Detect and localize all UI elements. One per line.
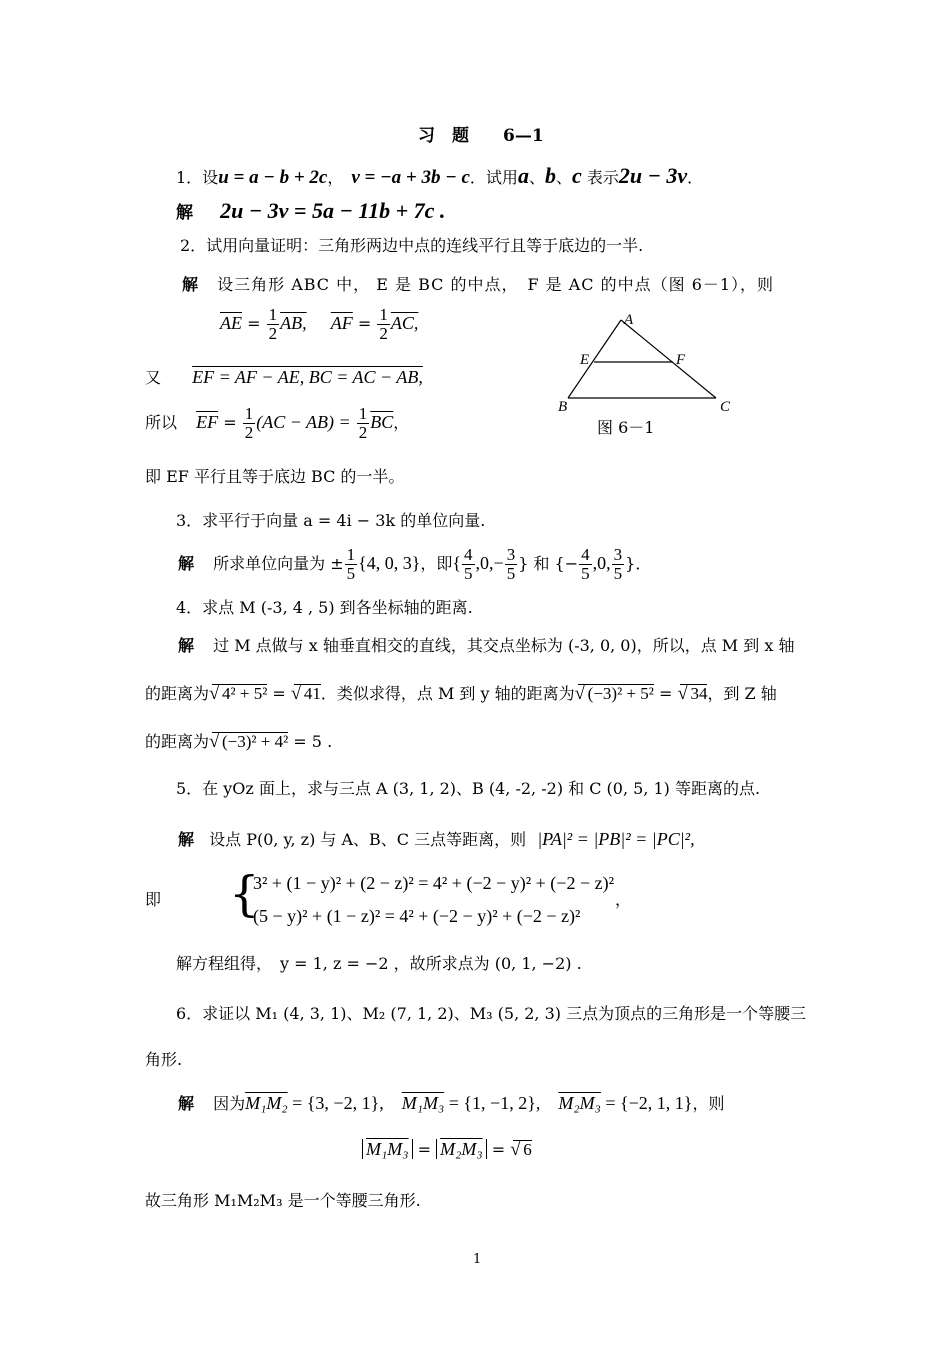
problem-1-number: 1．设 xyxy=(176,168,219,187)
problem-6-line1: 6．求证以 M₁ (4, 3, 1)、M₂ (7, 1, 2)、M₃ (5, 2, 3) 三点为顶点的三角形是一个等腰三 xyxy=(176,1004,807,1023)
vector-m1m2: M₁M₂ xyxy=(245,1093,288,1113)
expr-u: u = a − b + 2c xyxy=(218,167,328,188)
text: 所求单位向量为 ± xyxy=(213,553,344,573)
fraction-3-5 xyxy=(612,546,625,583)
fraction-4-5 xyxy=(579,546,592,583)
vector-value: = {1, −1, 2}, xyxy=(444,1093,559,1113)
page-number: 1 xyxy=(473,1252,482,1267)
vector-value: = {3, −2, 1}, xyxy=(287,1093,402,1113)
solution-2-line3 xyxy=(145,405,409,442)
label-a: A xyxy=(624,312,634,328)
problem-5: 5．在 yOz 面上，求与三点 A (3, 1, 2)、B (4, -2, -2) 和 C (0, 5, 1) 等距离的点. xyxy=(176,779,761,798)
solution-2-line2 xyxy=(145,367,423,389)
problem-1 xyxy=(176,163,703,190)
solution-5-intro xyxy=(178,829,695,851)
text: ，则 xyxy=(692,1094,725,1113)
solution-6-equality xyxy=(362,1139,532,1161)
vector-m2m3: M₂M₃ xyxy=(558,1093,601,1113)
text: = 5 . xyxy=(288,732,333,751)
denominator: 5 xyxy=(613,563,623,583)
text: 表示 xyxy=(581,168,619,187)
sqrt-expr: √ 34 xyxy=(680,684,707,704)
text: ．类似求得，点 M 到 y 轴的距离为 xyxy=(320,684,575,703)
numerator: 4 xyxy=(581,545,590,564)
denominator: 5 xyxy=(346,563,356,583)
solution-3 xyxy=(178,546,651,583)
solution-2-intro xyxy=(182,275,774,294)
fraction-3-5 xyxy=(505,546,518,583)
denominator: 5 xyxy=(464,563,473,583)
vector-set: {4, 0, 3} xyxy=(358,552,421,573)
text: ，到 Z 轴 xyxy=(707,684,777,703)
page-title: 习 题 6—1 xyxy=(418,126,544,146)
sqrt-expr: √ 4² + 5² xyxy=(212,684,267,704)
fraction-4-5 xyxy=(462,546,475,583)
vector-ac: AC, xyxy=(390,312,419,333)
sqrt-expr: √ (−3)² + 4² xyxy=(212,732,288,752)
text: ， xyxy=(393,412,410,432)
label-c: C xyxy=(720,399,731,415)
solution-label: 解 xyxy=(178,636,195,655)
numerator: 1 xyxy=(244,404,254,423)
magnitude-m1m3: M₁M₃ xyxy=(362,1139,413,1159)
problem-3: 3．求平行于向量 a = 4i − 3k 的单位向量. xyxy=(176,511,486,530)
vector-ae: $\overline{AE}$ xyxy=(220,312,242,333)
vector-ab: AB, xyxy=(280,312,307,333)
label-e: E xyxy=(580,352,590,368)
equals: = xyxy=(357,313,372,333)
vector-ef: $\overline{EF}$ xyxy=(196,411,219,432)
magnitude-m2m3: M₂M₃ xyxy=(436,1139,487,1159)
text: ． xyxy=(687,168,704,187)
solution-label: 解 xyxy=(182,275,199,294)
solution-2-conclusion: 即 EF 平行且等于底边 BC 的一半。 xyxy=(145,467,405,486)
equals: = xyxy=(223,412,237,432)
text: } 和 {− xyxy=(518,553,579,573)
numerator: 1 xyxy=(268,305,278,324)
solution-5-result: 解方程组得， y = 1, z = −2 ，故所求点为 (0, 1, −2) . xyxy=(176,954,582,973)
fraction-half xyxy=(243,405,256,442)
equation-b: (5 − y)² + (1 − z)² = 4² + (−2 − y)² + (−2 − z)² xyxy=(253,906,581,926)
text: ，即 xyxy=(420,553,453,573)
solution-6 xyxy=(178,1093,724,1115)
denominator: 2 xyxy=(358,422,368,442)
numerator: 3 xyxy=(613,545,623,564)
vector-bc: $\overline{BC}$ xyxy=(370,411,394,432)
side-ab xyxy=(568,320,621,398)
denominator: 2 xyxy=(244,422,254,442)
label-b: B xyxy=(558,399,568,415)
expr-v: v = −a + 3b − c xyxy=(351,167,470,188)
numerator: 1 xyxy=(346,545,356,564)
var-c: c xyxy=(571,163,582,188)
sqrt-expr: √ (−3)² + 5² xyxy=(578,684,654,704)
solution-label: 解 xyxy=(178,830,195,849)
separator: ， xyxy=(327,168,352,187)
fraction-half xyxy=(377,306,390,343)
vector-m1m3: M₁M₃ xyxy=(401,1093,445,1113)
vector-value: = {−2, 1, 1} xyxy=(600,1093,693,1113)
text: 的距离为 xyxy=(145,732,210,751)
fraction-half xyxy=(267,306,280,343)
problem-2: 2．试用向量证明：三角形两边中点的连线平行且等于底边的一半. xyxy=(180,236,644,255)
solution-4-line1 xyxy=(178,636,794,655)
solution-1-expr: 2u − 3v = 5a − 11b + 7c . xyxy=(220,198,446,223)
problem-6-line2: 角形. xyxy=(145,1050,183,1069)
text: 过 M 点做与 x 轴垂直相交的直线，其交点坐标为 (-3, 0, 0)，所以，点 M 到 x 轴 xyxy=(213,636,795,655)
vector-eq: EF = AF − AE, BC = AC − AB, xyxy=(192,367,423,387)
numerator: 1 xyxy=(358,404,368,423)
separator: ,0, xyxy=(592,552,611,573)
label-f: F xyxy=(676,352,686,368)
text: 的距离为 xyxy=(145,684,210,703)
separator: ,0,− xyxy=(475,552,504,573)
vector-af: $\overline{AF}$ xyxy=(330,312,353,333)
solution-label: 解 xyxy=(178,1094,195,1113)
var-a: a xyxy=(517,163,529,188)
text: 、 xyxy=(528,168,545,187)
denominator: 5 xyxy=(506,563,516,583)
equals: = xyxy=(486,1140,511,1159)
equals: = xyxy=(653,684,678,703)
equation-a: 3² + (1 − y)² + (2 − z)² = 4² + (−2 − y)² + (−2 − z)² xyxy=(253,873,614,893)
text: 、 xyxy=(555,168,572,187)
text-ji: 即 xyxy=(145,890,162,909)
text: }． xyxy=(625,553,652,573)
solution-6-conclusion: 故三角形 M₁M₂M₃ 是一个等腰三角形. xyxy=(145,1191,421,1210)
brace: { xyxy=(452,552,462,573)
denominator: 5 xyxy=(581,563,590,583)
figure-caption: 图 6－1 xyxy=(597,418,655,437)
solution-label: 解 xyxy=(178,553,195,573)
text-you: 又 xyxy=(145,368,162,387)
equation-comma: ， xyxy=(615,890,632,909)
equals: = xyxy=(412,1140,437,1159)
var-b: b xyxy=(544,163,556,188)
text: ．试用 xyxy=(469,168,518,187)
equation-system-brace: { xyxy=(229,866,260,922)
numerator: 4 xyxy=(464,545,473,564)
denominator: 2 xyxy=(379,323,388,343)
distance-equation: |PA|² = |PB|² = |PC|², xyxy=(537,829,695,849)
sqrt-expr: √ 41 xyxy=(294,684,321,704)
solution-4-line2 xyxy=(145,684,777,704)
solution-2-line1 xyxy=(220,306,418,343)
solution-2-text: 设三角形 ABC 中， E 是 BC 的中点， F 是 AC 的中点（图 6－1），则 xyxy=(217,275,775,294)
text: 因为 xyxy=(213,1094,246,1113)
equals: = xyxy=(247,313,261,333)
denominator: 2 xyxy=(268,323,278,343)
sqrt-expr: √ 6 xyxy=(513,1140,532,1160)
solution-4-line3 xyxy=(145,732,332,752)
solution-1 xyxy=(176,198,445,224)
equals: = xyxy=(267,684,291,703)
problem-4: 4．求点 M (-3, 4 , 5) 到各坐标轴的距离. xyxy=(176,598,473,617)
side-ac xyxy=(621,320,716,398)
expr-2u-3v: 2u − 3v xyxy=(618,163,688,188)
fraction-half xyxy=(357,405,370,442)
text-suoyi: 所以 xyxy=(145,412,178,432)
solution-label: 解 xyxy=(176,203,193,223)
vector-diff: (AC − AB) = xyxy=(256,411,351,432)
numerator: 1 xyxy=(379,305,388,324)
fraction-1-5 xyxy=(345,546,358,583)
text: 设点 P(0, y, z) 与 A、B、C 三点等距离，则 xyxy=(209,830,527,849)
numerator: 3 xyxy=(506,545,516,564)
